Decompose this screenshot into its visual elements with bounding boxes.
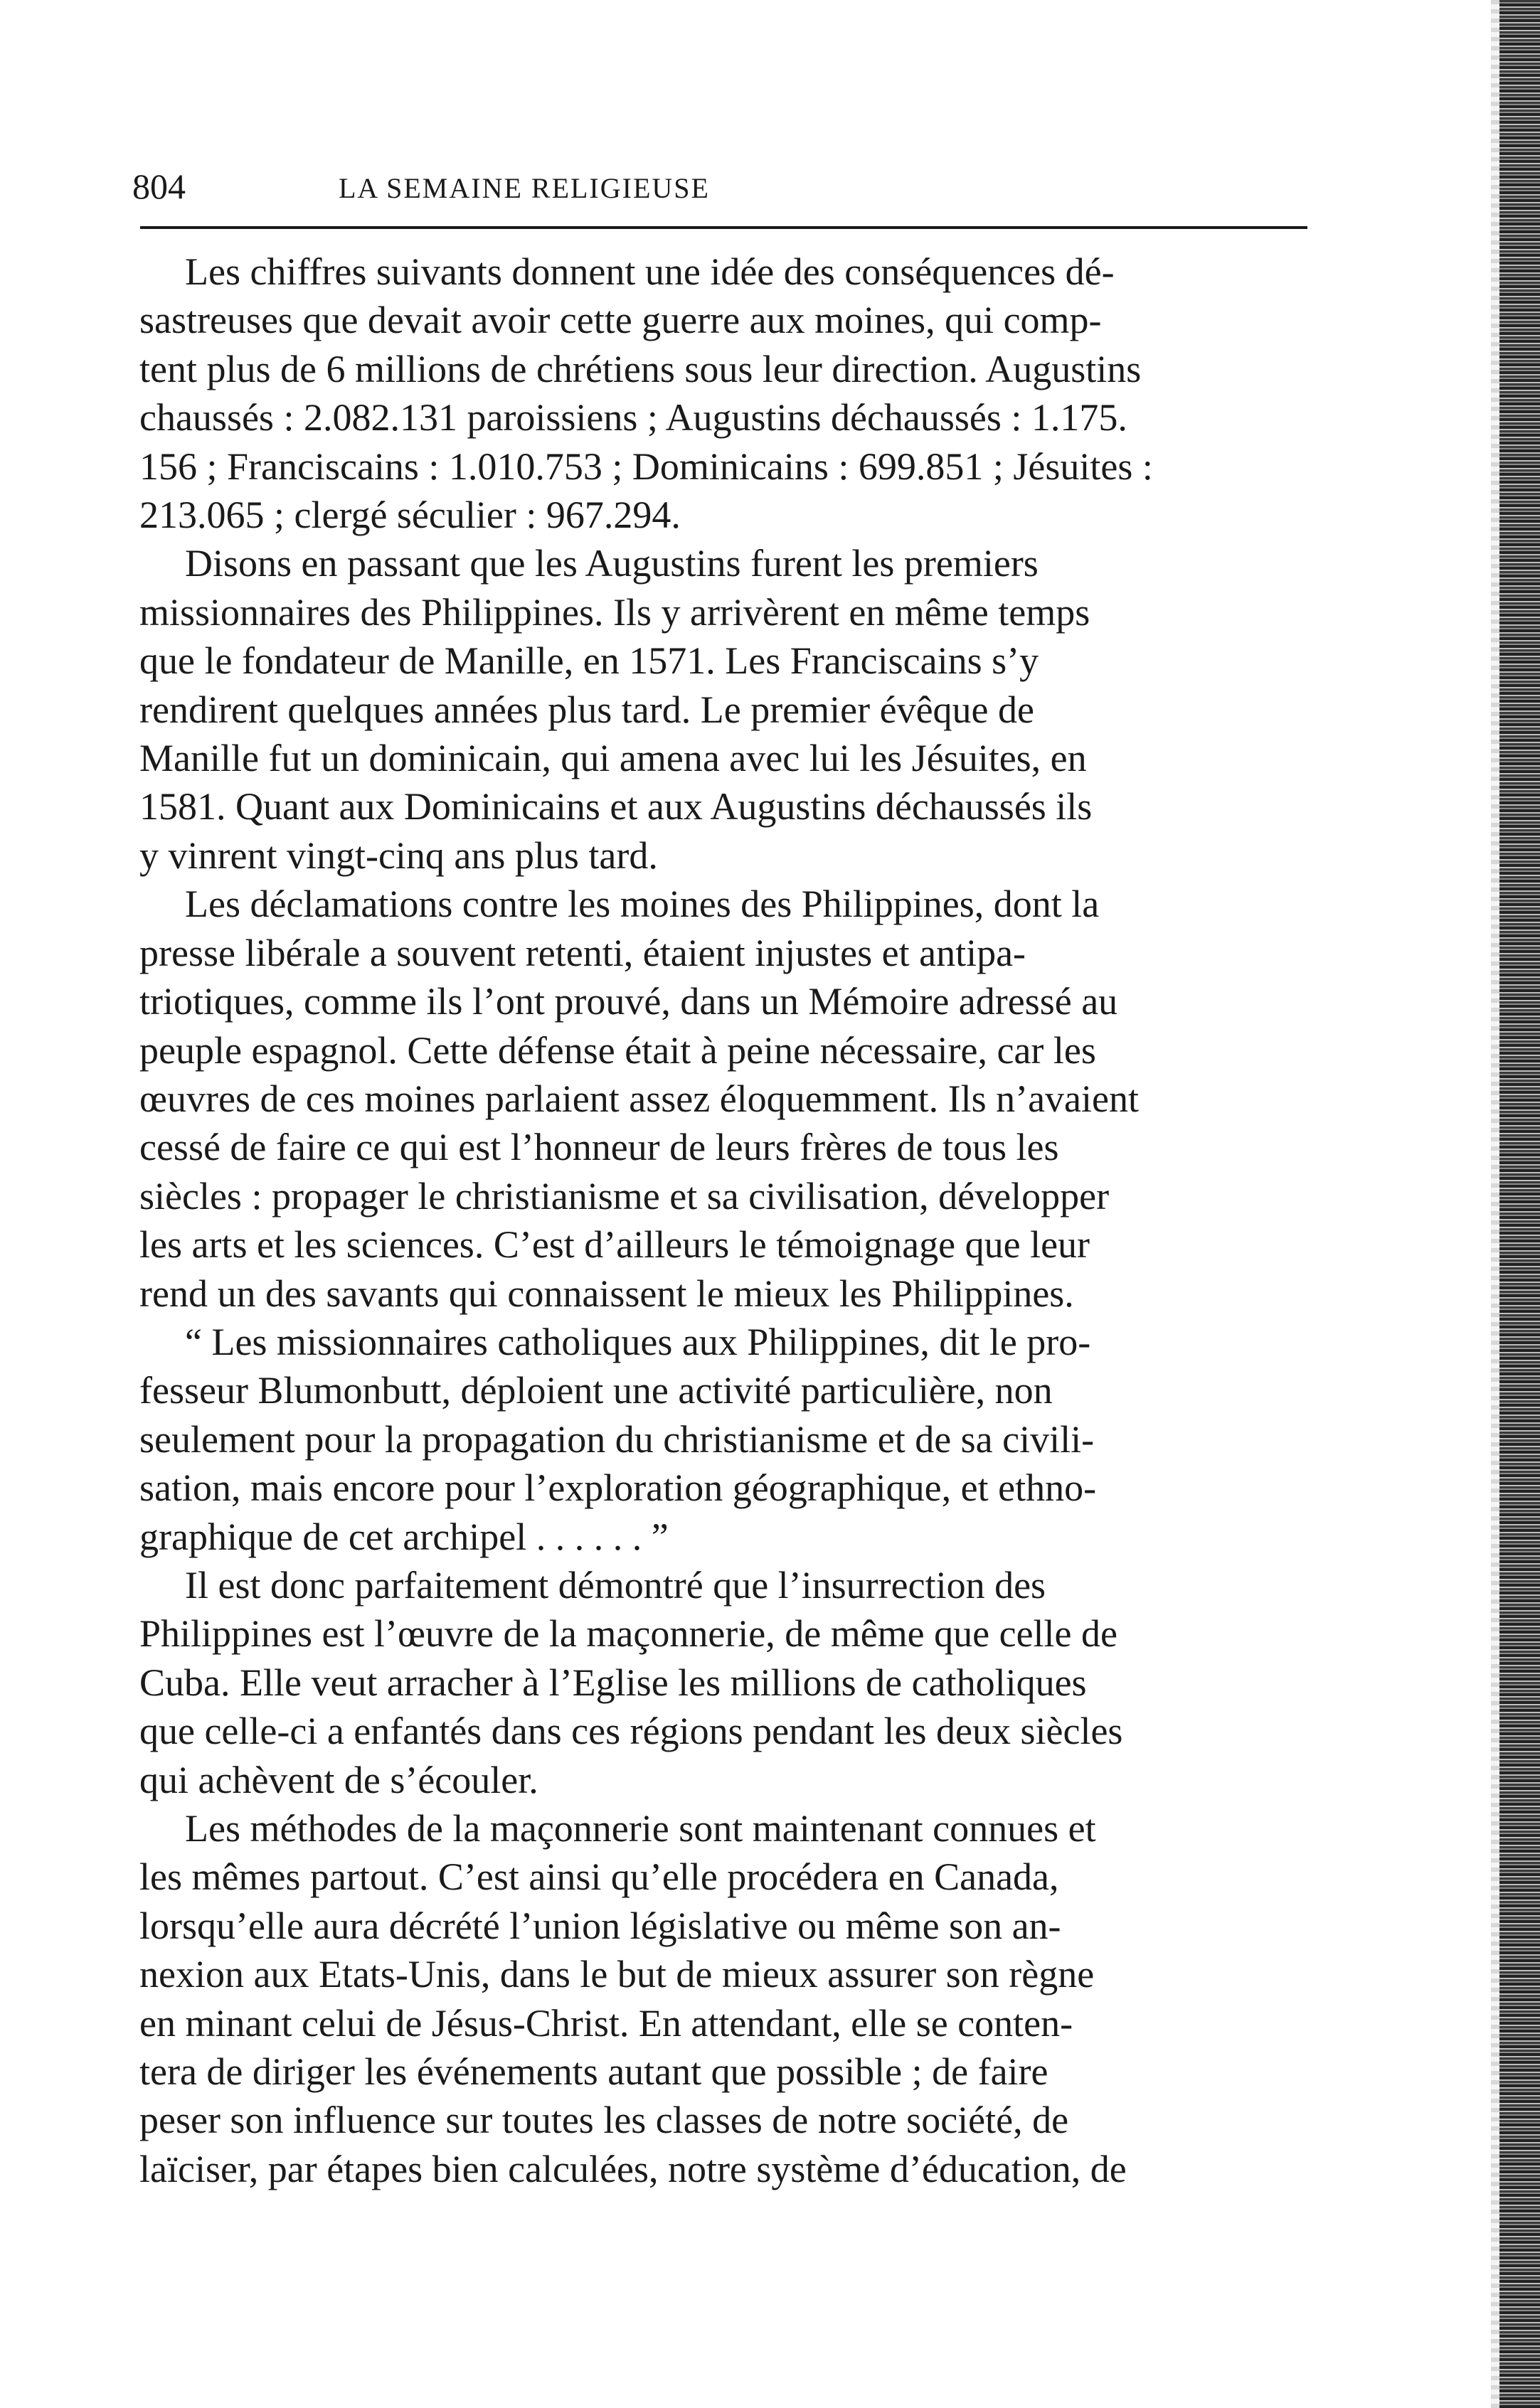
running-head: LA SEMAINE RELIGIEUSE [339,172,710,204]
paragraph-insurrection: Il est donc parfaitement démontré que l’insurrection des Philippines est l’œuvre de la maçonnerie, de même que celle de Cuba. Elle veut arracher à l’Eglise les millions de catholiques que celle-ci a enfantés dans ces régions pendant les deux siècles qui achèvent de s’écouler. [139,1563,1123,1801]
header-rule [140,226,1307,229]
paragraph-methods: Les méthodes de la maçonnerie sont maintenant connues et les mêmes partout. C’est ainsi qu’elle procédera en Canada, lorsqu’elle aura décrété l’union législative ou même son an- nexion aux Etats-Unis, dans le but de mieux assurer son règne en minant celui de Jésus-Christ. En attendant, elle se conten- tera de diriger les événements autant que possible ; de faire peser son influence sur toutes les classes de notre société, de laïciser, par étapes bien calculées, notre système d’éducation, de [139,1807,1127,2190]
paragraph-declamations: Les déclamations contre les moines des Philippines, dont la presse libérale a souvent retenti, étaient injustes et antipa- triotiques, comme ils l’ont prouvé, dans un Mémoire adressé au peuple espagnol. Cette défense était à peine nécessaire, car les œuvres de ces moines parlaient assez éloquemment. Ils n’avaient cessé de faire ce qui est l’honneur de leurs frères de tous les siècles : propager le christianisme et sa civilisation, développer les arts et les sciences. C’est d’ailleurs le témoignage que leur rend un des savants qui connaissent le mieux les Philippines. [139,883,1140,1315]
scan-page-edge [1499,0,1540,2408]
body-text [139,247,1249,2193]
page-number: 804 [132,166,186,206]
page-header [132,165,1316,222]
paragraph-statistics: Les chiffres suivants donnent une idée des conséquences dé- sastreuses que devait avoir cette guerre aux moines, qui comp- tent plus de 6 millions de chrétiens sous leur direction. Augustins chaussés : 2.082.131 paroissiens ; Augustins déchaussés : 1.175. 156 ; Franciscains : 1.010.753 ; Dominicains : 699.851 ; Jésuites : 213.065 ; clergé séculier : 967.294. [139,250,1153,537]
scan-edge-shadow [1491,0,1499,2408]
paragraph-augustins-history: Disons en passant que les Augustins furent les premiers missionnaires des Philippines. Ils y arrivèrent en même temps que le fondateur de Manille, en 1571. Les Franciscains s’y rendirent quelques années plus tard. Le premier évêque de Manille fut un dominicain, qui amena avec lui les Jésuites, en 1581. Quant aux Dominicains et aux Augustins déchaussés ils y vinrent vingt-cinq ans plus tard. [139,542,1093,877]
paragraph-quotation: “ Les missionnaires catholiques aux Philippines, dit le pro- fesseur Blumonbutt, déploient une activité particulière, non seulement pour la propagation du christianisme et de sa civili- sation, mais encore pour l’exploration géographique, et ethno- graphique de cet archipel . . . . . . ” [139,1320,1097,1558]
